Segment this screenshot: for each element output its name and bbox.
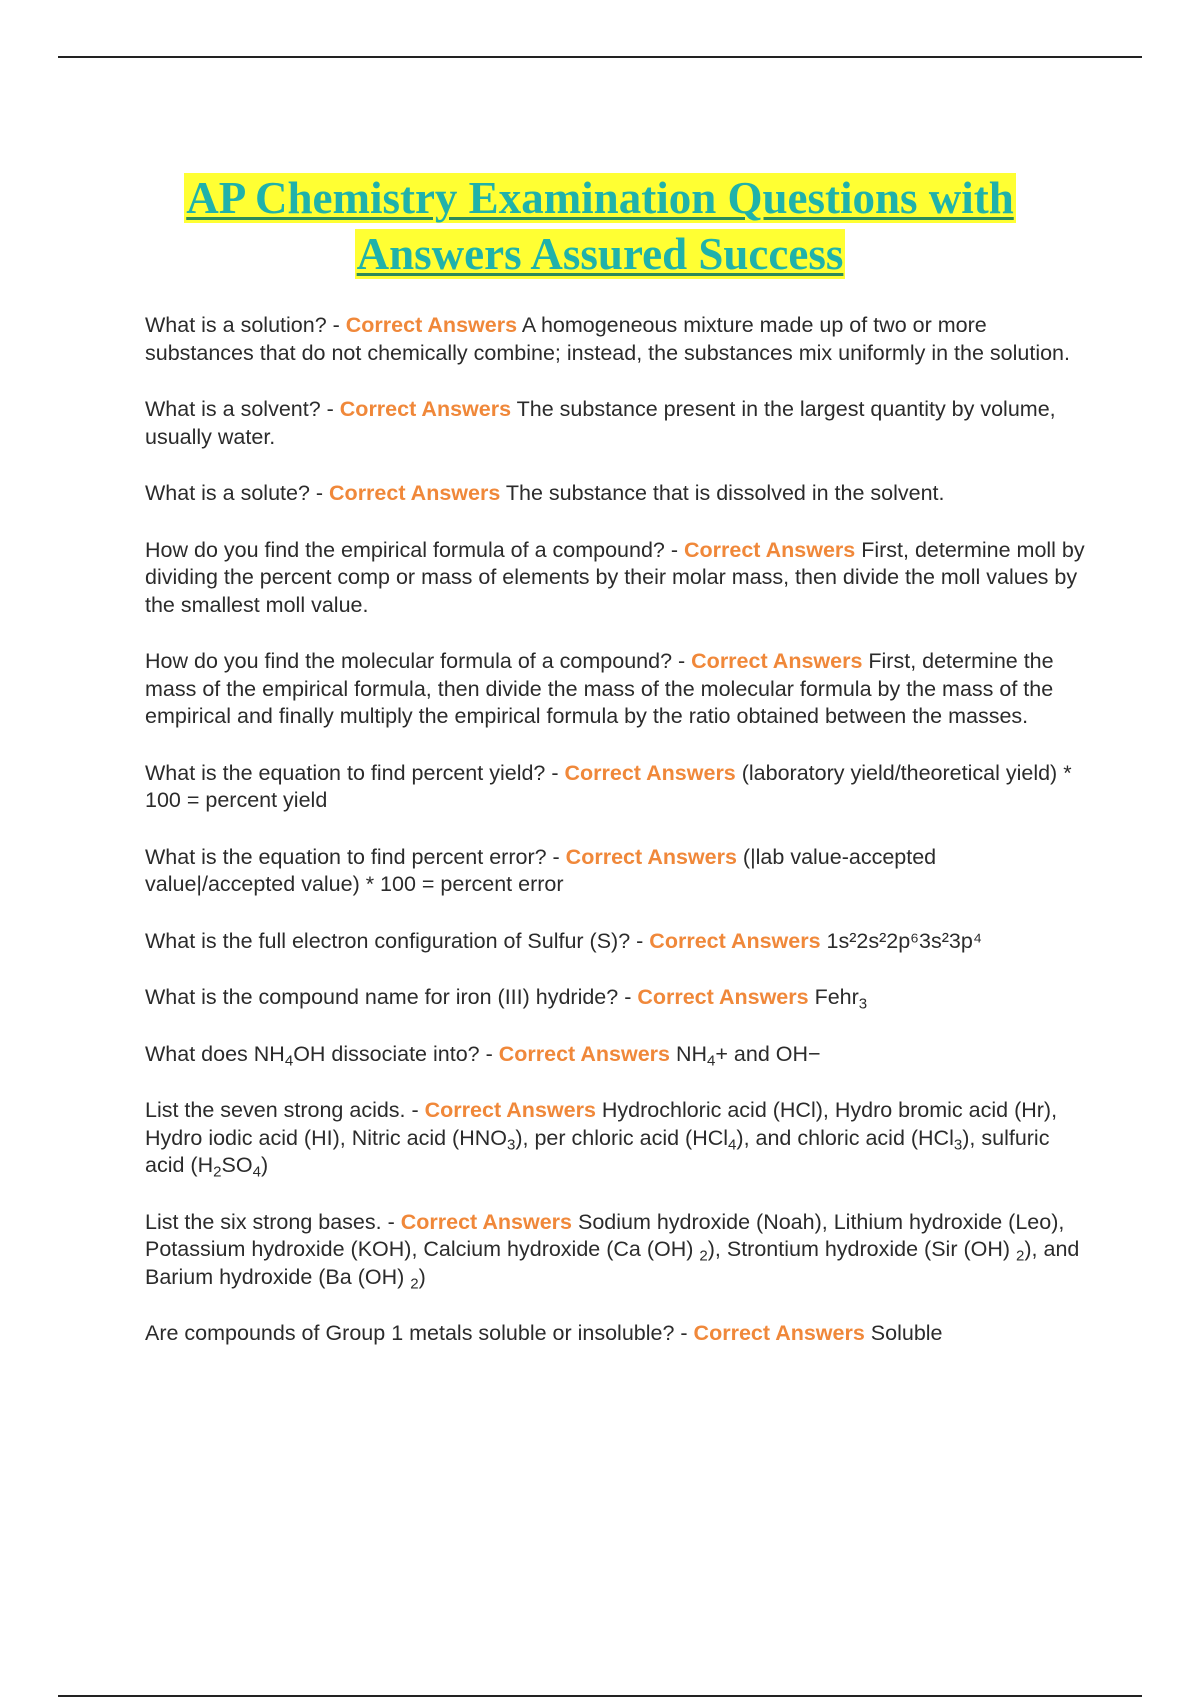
qa-item	[145, 844, 1090, 899]
answer-text: Soluble	[864, 1321, 943, 1345]
question-text: What is the equation to find percent yield? -	[145, 760, 565, 785]
subscript: 4	[284, 1052, 294, 1069]
answer-text: Hydrochloric acid (HCl), Hydro bromic acid (Hr), Hydro iodic acid (HI), Nitric acid (HNO	[145, 1098, 1058, 1150]
answer-text: Sodium hydroxide (Noah), Lithium hydroxide (Leo), Potassium hydroxide (KOH), Calcium hydroxide (Ca (OH)	[145, 1209, 1065, 1261]
answer-text: (|lab value-accepted value|/accepted value) * 100 = percent error	[145, 844, 937, 896]
qa-item	[145, 312, 1090, 367]
question-text: Are compounds of Group 1 metals soluble or insoluble? -	[145, 1321, 694, 1345]
question-text: What does NH	[145, 1041, 285, 1066]
qa-item	[145, 480, 1090, 508]
qa-list	[145, 312, 1090, 1377]
qa-item	[145, 760, 1090, 815]
subscript: 3	[953, 1136, 963, 1153]
subscript: 2	[699, 1247, 708, 1265]
question-text: What is the equation to find percent error? -	[145, 844, 566, 869]
subscript: 4	[728, 1136, 737, 1153]
subscript: 4	[252, 1163, 261, 1181]
question-text: What is the full electron configuration of Sulfur (S)? -	[145, 928, 650, 953]
subscript: 3	[506, 1136, 516, 1153]
answer-text: The substance that is dissolved in the solvent.	[500, 481, 945, 505]
answer-label: Correct Answers	[400, 1209, 572, 1234]
answer-label: Correct Answers	[683, 537, 856, 562]
question-text: List the six strong bases. -	[145, 1209, 401, 1234]
footer-rule	[58, 1695, 1142, 1697]
answer-text: The substance present in the largest quantity by volume, usually water.	[145, 397, 1056, 449]
answer-text: A homogeneous mixture made up of two or more substances that do not chemically combine; instead, the substances mix uniformly in the solution.	[145, 313, 1070, 365]
answer-text: )	[418, 1264, 426, 1289]
answer-label: Correct Answers	[565, 844, 737, 869]
answer-text: ), sulfuric acid (H	[145, 1125, 1050, 1177]
question-text: What is a solvent? -	[145, 397, 340, 421]
answer-text: 1s²2s²2p⁶3s²3p⁴	[820, 928, 983, 953]
answer-label: Correct Answers	[564, 760, 736, 785]
answer-label: Correct Answers	[329, 481, 501, 505]
answer-text: NH	[669, 1041, 708, 1066]
qa-item	[145, 1097, 1090, 1180]
subscript: 4	[707, 1052, 716, 1069]
question-text: What is a solution? -	[145, 313, 346, 337]
answer-text: Fehr	[808, 985, 859, 1009]
question-text: How do you find the molecular formula of a compound? -	[145, 649, 692, 673]
document-title	[140, 170, 1060, 282]
answer-label: Correct Answers	[693, 1321, 865, 1345]
qa-item	[145, 984, 1090, 1012]
answer-label: Correct Answers	[498, 1041, 670, 1066]
answer-label: Correct Answers	[424, 1098, 596, 1122]
qa-item	[145, 648, 1090, 731]
subscript: 2	[213, 1163, 222, 1181]
answer-text: (laboratory yield/theoretical yield) * 100 = percent yield	[145, 760, 1072, 812]
question-text: What is a solute? -	[145, 481, 330, 505]
answer-text: ), and chloric acid (HCl	[736, 1125, 954, 1150]
qa-item	[145, 1320, 1090, 1348]
answer-label: Correct Answers	[345, 313, 518, 337]
header-rule	[58, 56, 1142, 58]
question-text: List the seven strong acids. -	[145, 1098, 425, 1122]
answer-label: Correct Answers	[649, 928, 821, 953]
qa-item	[145, 537, 1090, 620]
qa-item	[145, 1209, 1090, 1292]
subscript: 2	[1016, 1247, 1025, 1265]
answer-text: )	[260, 1153, 269, 1177]
answer-text: ), Strontium hydroxide (Sir (OH)	[707, 1237, 1016, 1261]
question-text: OH dissociate into? -	[293, 1041, 499, 1066]
subscript: 2	[410, 1275, 419, 1292]
answer-text: + and OH−	[715, 1041, 821, 1066]
answer-text: SO	[221, 1153, 253, 1177]
subscript: 3	[858, 995, 868, 1013]
title-line-2: Answers Assured Success	[356, 229, 844, 279]
answer-text: ), and Barium hydroxide (Ba (OH)	[145, 1237, 1080, 1289]
answer-label: Correct Answers	[637, 985, 809, 1009]
question-text: How do you find the empirical formula of a compound? -	[145, 537, 684, 562]
answer-label: Correct Answers	[691, 649, 863, 673]
qa-item	[145, 396, 1090, 451]
answer-text: First, determine the mass of the empirical formula, then divide the mass of the molecular formula by the mass of the empirical and finally multiply the empirical formula by the ratio obtained between the masses.	[145, 649, 1054, 728]
answer-text: First, determine moll by dividing the percent comp or mass of elements by their molar mass, then divide the moll values by the smallest moll value.	[145, 537, 1085, 617]
answer-label: Correct Answers	[339, 397, 512, 421]
qa-item	[145, 928, 1090, 956]
answer-text: ), per chloric acid (HCl	[515, 1125, 729, 1150]
qa-item	[145, 1041, 1090, 1069]
title-line-1: AP Chemistry Examination Questions with	[186, 173, 1014, 223]
question-text: What is the compound name for iron (III) hydride? -	[145, 985, 638, 1009]
